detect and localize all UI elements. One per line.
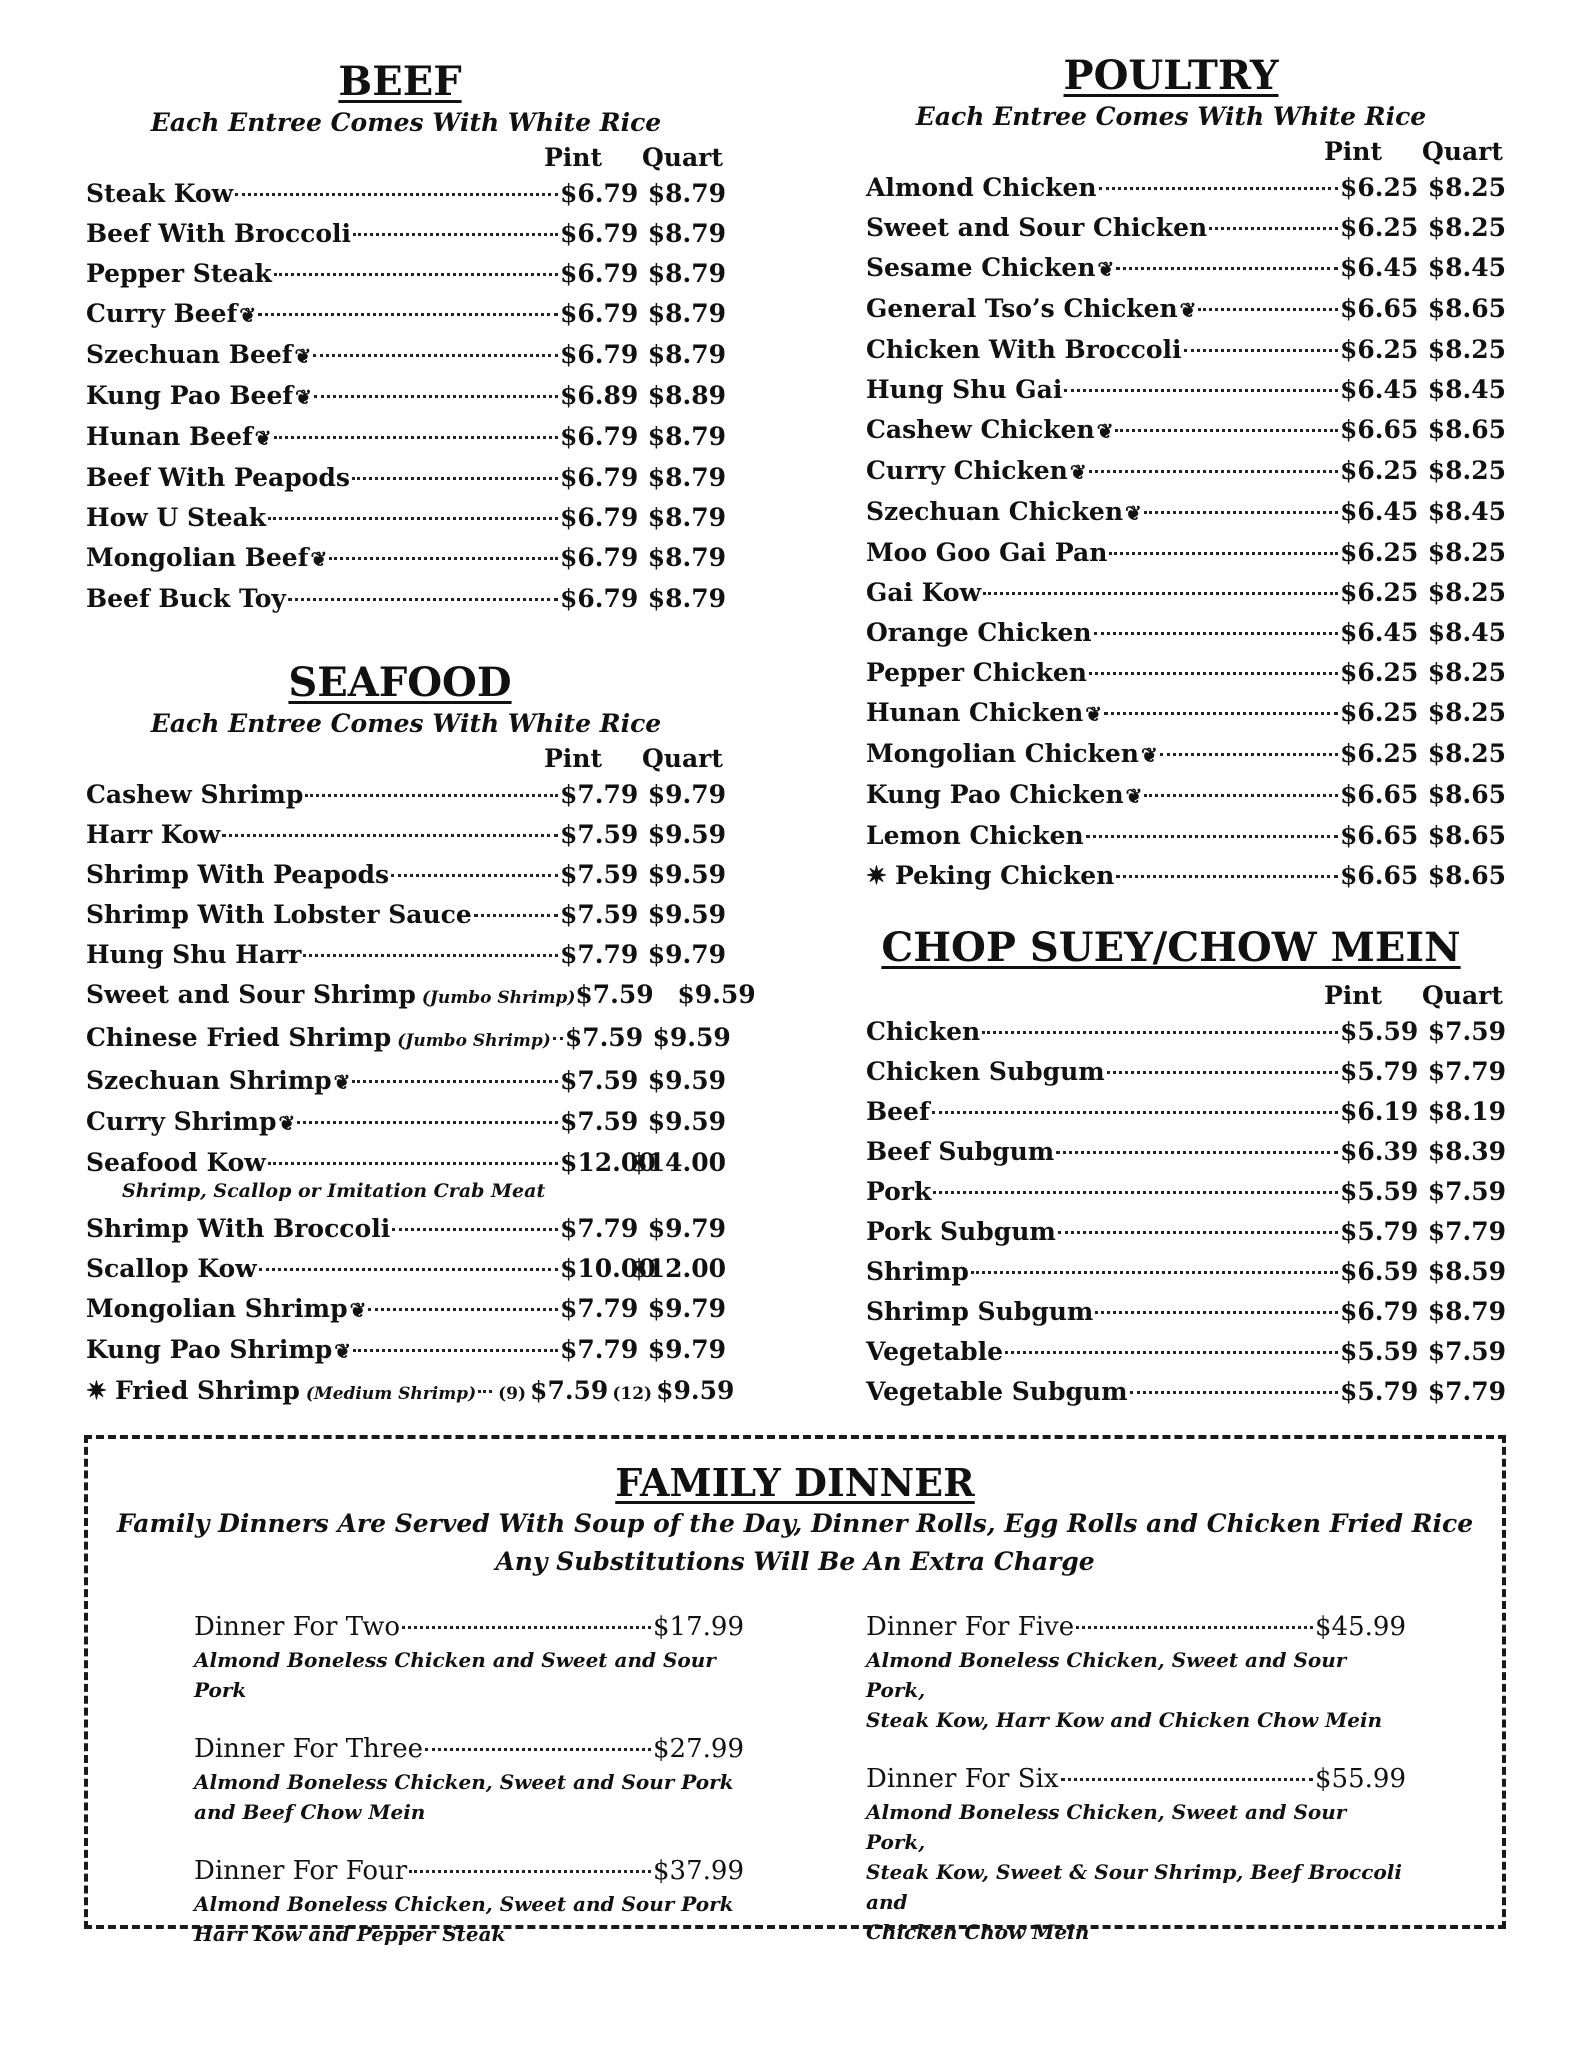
- menu-item: [866, 410, 1506, 451]
- menu-item: [866, 856, 1506, 896]
- dinner-description: Almond Boneless Chicken and Sweet and Sour Pork: [194, 1648, 716, 1702]
- item-pint-price: $5.59: [1340, 1017, 1419, 1046]
- menu-item: [86, 458, 726, 498]
- item-pint-price: $5.59: [1340, 1337, 1419, 1366]
- item-pint-price: $6.25: [1340, 578, 1419, 607]
- dinner-option: [194, 1853, 744, 1949]
- pint-header: Pint: [1324, 981, 1383, 1010]
- dinner-description: Chicken Chow Mein: [866, 1920, 1090, 1944]
- family-dinner-left: [194, 1609, 744, 1975]
- item-pint-price: $6.65: [1340, 821, 1419, 850]
- menu-item: [866, 370, 1506, 410]
- dinner-description: and Beef Chow Mein: [194, 1800, 426, 1824]
- asterisk-star-icon: ✷: [86, 1376, 107, 1405]
- item-pint-price: $7.59: [560, 1066, 639, 1095]
- beef-title: BEEF: [338, 58, 462, 105]
- item-quart-price: $14.00: [630, 1148, 726, 1177]
- item-name: Vegetable Subgum: [866, 1377, 1128, 1406]
- item-pint-price: $6.25: [1340, 658, 1419, 687]
- menu-item: [866, 653, 1506, 693]
- seafood-kow-note: Shrimp, Scallop or Imitation Crab Meat: [122, 1180, 546, 1202]
- item-pint-price: $6.79: [560, 463, 639, 492]
- menu-item: [86, 498, 726, 538]
- item-name: Sesame Chicken: [866, 253, 1096, 282]
- menu-item: [86, 376, 726, 417]
- dinner-description: Almond Boneless Chicken, Sweet and Sour Pork: [194, 1770, 734, 1794]
- menu-item: [86, 214, 726, 254]
- chili-pepper-icon: ❦: [1096, 419, 1114, 443]
- item-pint-price: $7.59: [530, 1376, 609, 1405]
- item-pint-price: $5.79: [1340, 1377, 1419, 1406]
- item-quart-price: $7.59: [1427, 1177, 1506, 1206]
- dinner-description: Almond Boneless Chicken, Sweet and Sour Pork,: [866, 1800, 1347, 1854]
- item-quart-price: $8.25: [1427, 658, 1506, 687]
- item-pint-price: $6.45: [1340, 375, 1419, 404]
- item-quart-price: $7.59: [1427, 1337, 1506, 1366]
- chili-pepper-icon: ❦: [1069, 460, 1087, 484]
- item-quart-price: $8.59: [1427, 1257, 1506, 1286]
- item-pint-price: $5.59: [1340, 1177, 1419, 1206]
- menu-item: [86, 895, 726, 935]
- item-pint-price: $10.00: [560, 1254, 656, 1283]
- item-name: Orange Chicken: [866, 618, 1092, 647]
- item-name: Sweet and Sour Shrimp: [86, 980, 416, 1009]
- item-pint-price: $7.79: [560, 940, 639, 969]
- item-quart-price: $9.59: [656, 1376, 735, 1405]
- item-name: Pork Subgum: [866, 1217, 1056, 1246]
- item-pint-price: $6.79: [560, 584, 639, 613]
- menu-item: [866, 330, 1506, 370]
- dinner-name: Dinner For Six: [866, 1764, 1059, 1794]
- family-dinner-title: FAMILY DINNER: [615, 1460, 975, 1505]
- item-name: Vegetable: [866, 1337, 1004, 1366]
- item-pint-price: $7.79: [560, 1294, 639, 1323]
- item-name: Almond Chicken: [866, 173, 1097, 202]
- asterisk-star-icon: ✷: [866, 861, 887, 890]
- menu-item: [86, 1061, 726, 1102]
- item-pint-price: $7.59: [560, 1107, 639, 1136]
- item-name: Harr Kow: [86, 820, 221, 849]
- item-name: Scallop Kow: [86, 1254, 257, 1283]
- item-name: Pepper Chicken: [866, 658, 1087, 687]
- menu-item: [866, 775, 1506, 816]
- menu-item: [866, 248, 1506, 289]
- pint-count: (9): [498, 1384, 527, 1404]
- item-pint-price: $6.79: [560, 422, 639, 451]
- right-column: [866, 52, 1506, 1412]
- menu-item: [866, 613, 1506, 653]
- quart-header: Quart: [642, 744, 723, 773]
- item-name: Shrimp With Peapods: [86, 860, 390, 889]
- item-name: Gai Kow: [866, 578, 982, 607]
- item-pint-price: $6.45: [1340, 497, 1419, 526]
- menu-item: [86, 174, 726, 214]
- menu-item: [86, 417, 726, 458]
- beef-subtitle: Each Entree Comes With White Rice: [150, 108, 662, 137]
- dinner-option: [866, 1609, 1406, 1735]
- dinner-description: Harr Kow and Pepper Steak: [194, 1922, 506, 1946]
- menu-item: [86, 1330, 726, 1371]
- chili-pepper-icon: ❦: [294, 344, 312, 368]
- chili-pepper-icon: ❦: [1179, 298, 1197, 322]
- item-name: Mongolian Chicken: [866, 739, 1139, 768]
- item-name: Shrimp: [866, 1257, 969, 1286]
- chili-pepper-icon: ❦: [333, 1070, 351, 1094]
- item-pint-price: $12.00: [560, 1148, 656, 1177]
- item-quart-price: $9.79: [647, 1294, 726, 1323]
- item-quart-price: $8.65: [1427, 780, 1506, 809]
- menu-item: [866, 1172, 1506, 1212]
- dinner-description: Steak Kow, Sweet & Sour Shrimp, Beef Broccoli and: [866, 1860, 1402, 1914]
- item-pint-price: $6.79: [560, 299, 639, 328]
- item-quart-price: $8.19: [1427, 1097, 1506, 1126]
- item-quart-price: $7.79: [1427, 1377, 1506, 1406]
- item-pint-price: $6.25: [1340, 739, 1419, 768]
- item-quart-price: $8.79: [647, 584, 726, 613]
- item-pint-price: $7.59: [560, 820, 639, 849]
- item-name: Moo Goo Gai Pan: [866, 538, 1108, 567]
- item-quart-price: $8.25: [1427, 456, 1506, 485]
- item-pint-price: $6.25: [1340, 335, 1419, 364]
- item-quart-price: $8.79: [647, 259, 726, 288]
- item-pint-price: $7.59: [560, 900, 639, 929]
- item-name: Shrimp Subgum: [866, 1297, 1094, 1326]
- item-quart-price: $8.79: [647, 543, 726, 572]
- item-name: Cashew Shrimp: [86, 780, 304, 809]
- chili-pepper-icon: ❦: [278, 1111, 296, 1135]
- menu-item: [866, 1012, 1506, 1052]
- menu-item: [866, 533, 1506, 573]
- dinner-description: Steak Kow, Harr Kow and Chicken Chow Mein: [866, 1708, 1383, 1732]
- menu-item: [86, 1209, 726, 1249]
- item-pint-price: $7.59: [575, 980, 654, 1009]
- quart-header: Quart: [1422, 981, 1503, 1010]
- item-quart-price: $9.79: [647, 1335, 726, 1364]
- item-pint-price: $6.25: [1340, 538, 1419, 567]
- menu-item: [86, 294, 726, 335]
- dinner-option: [866, 1761, 1406, 1947]
- item-pint-price: $6.65: [1340, 780, 1419, 809]
- pint-header: Pint: [544, 744, 603, 773]
- chili-pepper-icon: ❦: [1125, 784, 1143, 808]
- item-quart-price: $9.79: [647, 1214, 726, 1243]
- chili-pepper-icon: ❦: [1097, 257, 1115, 281]
- item-pint-price: $7.59: [560, 860, 639, 889]
- menu-item: [86, 335, 726, 376]
- chili-pepper-icon: ❦: [239, 303, 257, 327]
- item-quart-price: $8.25: [1427, 213, 1506, 242]
- item-quart-price: $9.59: [647, 1107, 726, 1136]
- poultry-column-header: [866, 136, 1506, 168]
- item-name: Chinese Fried Shrimp: [86, 1023, 392, 1052]
- item-pint-price: $6.79: [560, 179, 639, 208]
- item-name: Curry Chicken: [866, 456, 1068, 485]
- item-name: General Tso’s Chicken: [866, 294, 1178, 323]
- dinner-name: Dinner For Three: [194, 1734, 423, 1764]
- item-quart-price: $8.25: [1427, 739, 1506, 768]
- pint-header: Pint: [1324, 137, 1383, 166]
- item-name: Hunan Beef: [86, 422, 253, 451]
- item-quart-price: $9.59: [677, 980, 756, 1009]
- item-name: Szechuan Shrimp: [86, 1066, 332, 1095]
- dinner-description: Almond Boneless Chicken, Sweet and Sour Pork,: [866, 1648, 1347, 1702]
- menu-item: [866, 734, 1506, 775]
- item-pint-price: $7.79: [560, 1214, 639, 1243]
- item-name: Hung Shu Harr: [86, 940, 302, 969]
- item-pint-price: $6.65: [1340, 415, 1419, 444]
- item-pint-price: $6.79: [560, 503, 639, 532]
- menu-item: [866, 816, 1506, 856]
- menu-item: [86, 254, 726, 294]
- menu-item: [866, 168, 1506, 208]
- item-pint-price: $7.79: [560, 780, 639, 809]
- menu-item: [86, 579, 726, 619]
- item-name: Beef: [866, 1097, 930, 1126]
- item-quart-price: $8.79: [647, 299, 726, 328]
- item-quart-price: $8.45: [1427, 497, 1506, 526]
- item-quart-price: $7.79: [1427, 1057, 1506, 1086]
- poultry-title: POULTRY: [1063, 52, 1279, 99]
- item-name: Beef Buck Toy: [86, 584, 286, 613]
- dinner-name: Dinner For Four: [194, 1856, 408, 1886]
- item-quart-price: $7.79: [1427, 1217, 1506, 1246]
- menu-item: [86, 1289, 726, 1330]
- seafood-title: SEAFOOD: [288, 659, 512, 706]
- item-name: Pork: [866, 1177, 932, 1206]
- item-name: Kung Pao Shrimp: [86, 1335, 333, 1364]
- family-dinner-subtitle: Family Dinners Are Served With Soup of the Day, Dinner Rolls, Egg Rolls and Chicken Fried Rice: [116, 1509, 1474, 1538]
- item-name: Chicken With Broccoli: [866, 335, 1182, 364]
- item-name: Seafood Kow: [86, 1148, 266, 1177]
- seafood-subtitle: Each Entree Comes With White Rice: [150, 709, 662, 738]
- item-quart-price: $8.25: [1427, 173, 1506, 202]
- chili-pepper-icon: ❦: [1085, 702, 1103, 726]
- menu-item: [866, 1372, 1506, 1412]
- menu-item: [866, 1092, 1506, 1132]
- poultry-subtitle: Each Entree Comes With White Rice: [915, 102, 1427, 131]
- item-name: Chicken: [866, 1017, 981, 1046]
- item-name: Beef With Broccoli: [86, 219, 352, 248]
- item-pint-price: $6.19: [1340, 1097, 1419, 1126]
- chili-pepper-icon: ❦: [1140, 743, 1158, 767]
- quart-header: Quart: [642, 143, 723, 172]
- menu-item: [86, 775, 726, 815]
- item-pint-price: $6.79: [560, 259, 639, 288]
- item-name: Peking Chicken: [894, 861, 1115, 890]
- item-size-note: (Medium Shrimp): [305, 1384, 477, 1404]
- item-pint-price: $6.79: [560, 340, 639, 369]
- item-name: Hunan Chicken: [866, 698, 1084, 727]
- item-quart-price: $8.45: [1427, 618, 1506, 647]
- family-dinner-box: [84, 1435, 1506, 1946]
- menu-item: [86, 1102, 726, 1143]
- item-name: Beef With Peapods: [86, 463, 350, 492]
- item-pint-price: $6.39: [1340, 1137, 1419, 1166]
- item-quart-price: $9.79: [647, 940, 726, 969]
- item-name: Shrimp With Lobster Sauce: [86, 900, 472, 929]
- menu-item: [866, 289, 1506, 330]
- item-name: Hung Shu Gai: [866, 375, 1063, 404]
- item-pint-price: $6.25: [1340, 173, 1419, 202]
- quart-header: Quart: [1422, 137, 1503, 166]
- item-pint-price: $6.65: [1340, 861, 1419, 890]
- item-pint-price: $6.25: [1340, 456, 1419, 485]
- menu-item: [866, 693, 1506, 734]
- item-name: Chicken Subgum: [866, 1057, 1105, 1086]
- item-pint-price: $6.79: [560, 543, 639, 572]
- item-quart-price: $8.25: [1427, 698, 1506, 727]
- item-quart-price: $8.65: [1427, 415, 1506, 444]
- item-quart-price: $9.59: [647, 1066, 726, 1095]
- item-quart-price: $7.59: [1427, 1017, 1506, 1046]
- pint-header: Pint: [544, 143, 603, 172]
- item-pint-price: $5.79: [1340, 1217, 1419, 1246]
- dinner-price: $37.99: [653, 1856, 744, 1886]
- menu-item: [866, 1332, 1506, 1372]
- item-name: Lemon Chicken: [866, 821, 1084, 850]
- item-name: Kung Pao Chicken: [866, 780, 1124, 809]
- item-quart-price: $9.59: [647, 820, 726, 849]
- quart-count: (12): [612, 1384, 653, 1404]
- item-pint-price: $6.65: [1340, 294, 1419, 323]
- item-name: Cashew Chicken: [866, 415, 1095, 444]
- item-quart-price: $12.00: [630, 1254, 726, 1283]
- item-quart-price: $8.79: [647, 422, 726, 451]
- item-quart-price: $9.59: [652, 1023, 731, 1052]
- dinner-price: $45.99: [1315, 1612, 1406, 1642]
- menu-item: [866, 1052, 1506, 1092]
- menu-item: [86, 538, 726, 579]
- item-name: Steak Kow: [86, 179, 234, 208]
- item-quart-price: $8.79: [647, 219, 726, 248]
- item-pint-price: $6.45: [1340, 253, 1419, 282]
- menu-item: [866, 1292, 1506, 1332]
- item-quart-price: $8.39: [1427, 1137, 1506, 1166]
- dinner-option: [194, 1609, 744, 1705]
- beef-column-header: [86, 142, 726, 174]
- item-size-note: (Jumbo Shrimp): [397, 1031, 551, 1051]
- item-quart-price: $9.79: [647, 780, 726, 809]
- left-column: [86, 58, 756, 1414]
- menu-item: [86, 855, 726, 895]
- dinner-name: Dinner For Two: [194, 1612, 401, 1642]
- item-name: Beef Subgum: [866, 1137, 1055, 1166]
- chili-pepper-icon: ❦: [310, 547, 328, 571]
- dinner-description: Almond Boneless Chicken, Sweet and Sour Pork: [194, 1892, 734, 1916]
- item-quart-price: $8.65: [1427, 861, 1506, 890]
- item-name: Sweet and Sour Chicken: [866, 213, 1208, 242]
- item-name: Shrimp With Broccoli: [86, 1214, 391, 1243]
- item-quart-price: $8.25: [1427, 578, 1506, 607]
- item-pint-price: $7.79: [560, 1335, 639, 1364]
- item-name: Fried Shrimp: [114, 1376, 300, 1405]
- dinner-price: $55.99: [1315, 1764, 1406, 1794]
- chop-suey-column-header: [866, 980, 1506, 1012]
- menu-item: [86, 1018, 731, 1061]
- item-pint-price: $6.79: [560, 219, 639, 248]
- menu-item: [86, 1249, 726, 1289]
- item-quart-price: $8.25: [1427, 538, 1506, 567]
- item-name: How U Steak: [86, 503, 267, 532]
- item-pint-price: $6.59: [1340, 1257, 1419, 1286]
- item-name: Kung Pao Beef: [86, 381, 294, 410]
- item-quart-price: $9.59: [647, 860, 726, 889]
- item-quart-price: $8.45: [1427, 375, 1506, 404]
- item-quart-price: $8.79: [1427, 1297, 1506, 1326]
- item-pint-price: $6.89: [560, 381, 639, 410]
- item-name: Curry Beef: [86, 299, 238, 328]
- item-quart-price: $8.65: [1427, 821, 1506, 850]
- item-size-note: (Jumbo Shrimp): [421, 988, 576, 1008]
- menu-item: [866, 1212, 1506, 1252]
- chili-pepper-icon: ❦: [254, 426, 272, 450]
- item-name: Curry Shrimp: [86, 1107, 277, 1136]
- item-name: Szechuan Chicken: [866, 497, 1124, 526]
- item-quart-price: $8.79: [647, 463, 726, 492]
- menu-item: [866, 492, 1506, 533]
- item-quart-price: $8.79: [647, 503, 726, 532]
- chili-pepper-icon: ❦: [334, 1339, 352, 1363]
- family-dinner-substitution-note: Any Substitutions Will Be An Extra Charge: [495, 1547, 1095, 1576]
- dinner-name: Dinner For Five: [866, 1612, 1075, 1642]
- menu-item: [86, 1371, 735, 1414]
- item-pint-price: $6.45: [1340, 618, 1419, 647]
- menu-item: [86, 975, 756, 1018]
- chili-pepper-icon: ❦: [295, 385, 312, 409]
- item-quart-price: $9.59: [647, 900, 726, 929]
- item-quart-price: $8.45: [1427, 253, 1506, 282]
- chili-pepper-icon: ❦: [1125, 501, 1142, 525]
- chop-suey-title: CHOP SUEY/CHOW MEIN: [881, 924, 1461, 971]
- item-name: Mongolian Shrimp: [86, 1294, 348, 1323]
- dinner-price: $17.99: [653, 1612, 744, 1642]
- menu-item: [866, 1132, 1506, 1172]
- menu-item: [86, 935, 726, 975]
- item-quart-price: $8.65: [1427, 294, 1506, 323]
- item-quart-price: $8.79: [647, 340, 726, 369]
- item-pint-price: $6.25: [1340, 698, 1419, 727]
- item-pint-price: $5.79: [1340, 1057, 1419, 1086]
- chili-pepper-icon: ❦: [349, 1298, 367, 1322]
- menu-item: [86, 815, 726, 855]
- dinner-price: $27.99: [653, 1734, 744, 1764]
- item-quart-price: $8.25: [1427, 335, 1506, 364]
- menu-item: [866, 208, 1506, 248]
- dinner-option: [194, 1731, 744, 1827]
- item-name: Pepper Steak: [86, 259, 272, 288]
- item-pint-price: $6.25: [1340, 213, 1419, 242]
- item-name: Szechuan Beef: [86, 340, 293, 369]
- menu-item: [866, 451, 1506, 492]
- item-pint-price: $7.59: [564, 1023, 644, 1052]
- item-quart-price: $8.89: [647, 381, 726, 410]
- item-pint-price: $6.79: [1340, 1297, 1419, 1326]
- seafood-column-header: [86, 743, 726, 775]
- family-dinner-right: [866, 1609, 1406, 1973]
- item-name: Mongolian Beef: [86, 543, 309, 572]
- menu-item: [866, 573, 1506, 613]
- item-quart-price: $8.79: [647, 179, 726, 208]
- menu-item: [866, 1252, 1506, 1292]
